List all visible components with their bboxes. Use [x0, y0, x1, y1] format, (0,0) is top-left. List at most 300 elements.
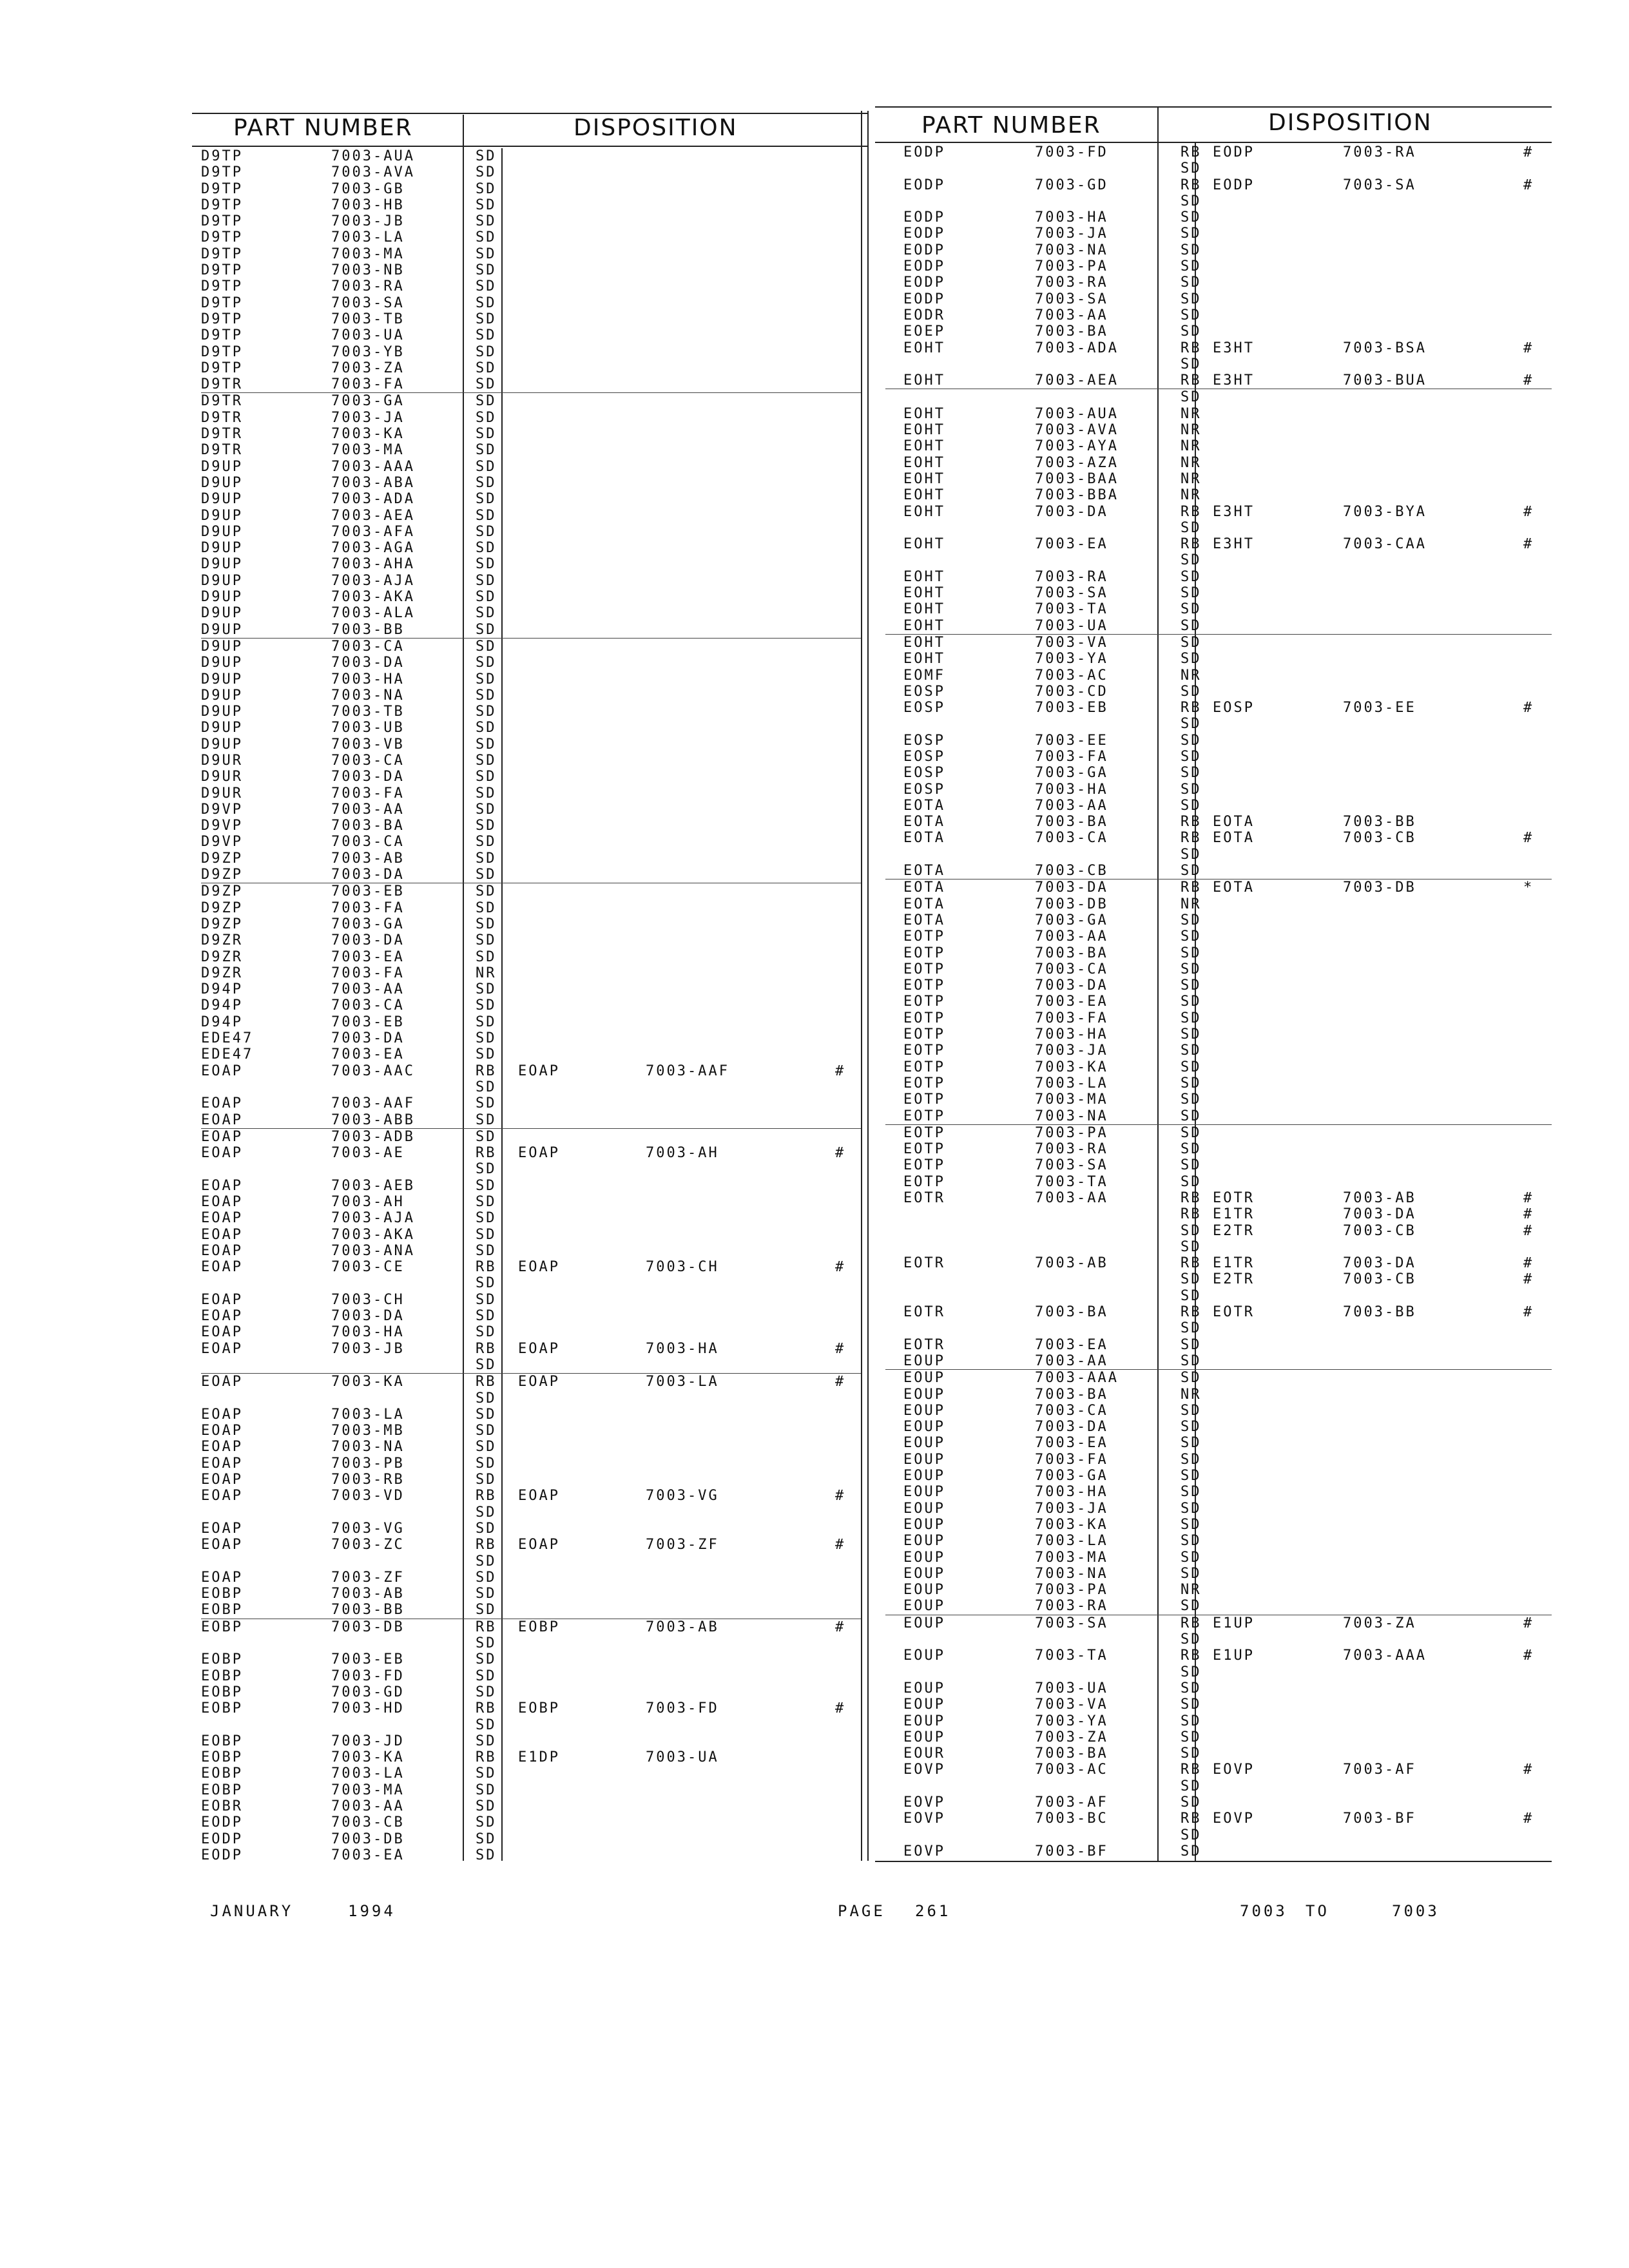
table-row [885, 1174, 1552, 1190]
part-number: 7003-AEB [331, 1177, 415, 1194]
disposition-code: RB [476, 1488, 497, 1504]
disposition-code: SD [476, 1814, 497, 1831]
table-row [201, 278, 861, 294]
table-row [201, 1814, 861, 1831]
disposition-code: SD [476, 540, 497, 557]
part-number: 7003-EA [1035, 536, 1108, 553]
part-prefix: EOTP [903, 1091, 945, 1108]
part-prefix: EOAP [201, 1520, 243, 1537]
part-prefix: D9TP [201, 262, 243, 279]
disposition-code: SD [1181, 389, 1202, 406]
part-number: 7003-EB [331, 883, 405, 900]
note-mark: # [1523, 1811, 1534, 1827]
part-number: 7003-LA [1035, 1533, 1108, 1550]
table-row [201, 867, 861, 883]
part-prefix: D9ZR [201, 965, 243, 981]
part-number: 7003-BC [1035, 1811, 1108, 1827]
table-row [885, 1271, 1552, 1287]
disposition-code: SD [1181, 274, 1202, 291]
part-prefix: D9UP [201, 736, 243, 753]
table-row [885, 406, 1552, 422]
table-row [201, 491, 861, 507]
disposition-code: NR [1181, 405, 1202, 422]
part-number: 7003-VA [1035, 634, 1108, 651]
part-number: 7003-PB [331, 1455, 405, 1472]
disposition-code: SD [1181, 863, 1202, 879]
table-row [201, 965, 861, 981]
part-number: 7003-LA [331, 229, 405, 246]
table-row [201, 1178, 861, 1194]
part-prefix: EOBP [201, 1619, 243, 1635]
table-row [885, 896, 1552, 912]
part-number: 7003-MB [331, 1423, 405, 1439]
part-number: 7003-PA [1035, 258, 1108, 275]
part-number: 7003-NA [331, 687, 405, 704]
disposition-code: SD [476, 1095, 497, 1112]
part-number: 7003-JD [331, 1733, 405, 1749]
new-prefix: EOBP [518, 1700, 560, 1717]
part-number: 7003-TB [331, 704, 405, 720]
note-mark: # [1523, 144, 1534, 160]
table-row [885, 765, 1552, 781]
disposition-code: RB [1181, 372, 1202, 389]
part-prefix: EOAP [201, 1095, 243, 1112]
table-row [885, 618, 1552, 634]
table-row [201, 1324, 861, 1340]
new-prefix: EOTA [1213, 830, 1255, 847]
disposition-code: SD [476, 916, 497, 932]
table-row [201, 997, 861, 1014]
table-row [201, 753, 861, 769]
part-number: 7003-NA [331, 1439, 405, 1456]
part-number: 7003-GA [1035, 912, 1108, 928]
part-number: 7003-FA [331, 785, 405, 802]
disposition-code: SD [476, 850, 497, 867]
table-row [201, 1798, 861, 1814]
part-prefix: EODP [903, 226, 945, 242]
part-prefix: EOUP [903, 1729, 945, 1745]
part-number: 7003-BA [1035, 323, 1108, 340]
table-row [201, 1521, 861, 1537]
table-row [885, 1320, 1552, 1336]
disposition-code: SD [476, 1128, 497, 1145]
part-prefix: EODP [903, 209, 945, 226]
disposition-code: SD [476, 409, 497, 426]
new-number: 7003-BUA [1343, 372, 1427, 389]
part-prefix: EOSP [903, 781, 945, 798]
disposition-code: RB [476, 1145, 497, 1162]
part-prefix: D9UP [201, 720, 243, 736]
part-number: 7003-DA [1035, 503, 1108, 520]
disposition-code: SD [1181, 209, 1202, 226]
part-number: 7003-CE [331, 1259, 405, 1276]
part-number: 7003-GA [331, 393, 405, 410]
table-row [201, 932, 861, 948]
part-number: 7003-DA [331, 932, 405, 949]
table-row [201, 638, 861, 655]
new-prefix: EOAP [518, 1537, 560, 1553]
part-prefix: D9TP [201, 180, 243, 197]
new-number: 7003-CB [1343, 830, 1416, 847]
part-number: 7003-RA [331, 278, 405, 295]
disposition-code: SD [476, 1635, 497, 1652]
part-number: 7003-YA [1035, 1713, 1108, 1729]
right-table [885, 144, 1552, 1860]
part-prefix: EOUP [903, 1549, 945, 1566]
disposition-code: SD [476, 278, 497, 295]
table-row [201, 1423, 861, 1439]
part-number: 7003-FD [1035, 144, 1108, 160]
note-mark: # [1523, 1615, 1534, 1631]
part-number: 7003-AA [331, 1798, 405, 1814]
table-row [201, 540, 861, 556]
table-row [885, 1827, 1552, 1843]
table-row [885, 1452, 1552, 1468]
disposition-code: SD [1181, 552, 1202, 569]
disposition-code: SD [476, 1667, 497, 1684]
part-prefix: EOTP [903, 961, 945, 977]
part-number: 7003-AA [1035, 797, 1108, 814]
footer-range-from: 7003 [1240, 1902, 1287, 1920]
table-row [201, 1765, 861, 1782]
part-prefix: D9TP [201, 343, 243, 360]
disposition-code: SD [476, 507, 497, 524]
disposition-code: RB [1181, 340, 1202, 356]
disposition-code: SD [1181, 291, 1202, 307]
new-number: 7003-AB [1343, 1190, 1416, 1206]
table-row [201, 311, 861, 327]
disposition-code: SD [1181, 1287, 1202, 1304]
part-prefix: D9UP [201, 655, 243, 671]
disposition-code: SD [476, 1324, 497, 1341]
disposition-code: SD [1181, 323, 1202, 340]
table-row [885, 912, 1552, 928]
part-prefix: EODP [903, 242, 945, 258]
table-row [201, 1668, 861, 1684]
table-row [201, 1488, 861, 1504]
part-prefix: EOTR [903, 1336, 945, 1353]
table-row [201, 1194, 861, 1210]
disposition-code: SD [1181, 1794, 1202, 1811]
table-row [201, 1782, 861, 1798]
table-row [885, 830, 1552, 846]
disposition-code: NR [1181, 1582, 1202, 1599]
part-number: 7003-JA [1035, 226, 1108, 242]
table-row [885, 1550, 1552, 1566]
part-number: 7003-AAA [1035, 1370, 1119, 1387]
part-number: 7003-HA [1035, 1484, 1108, 1501]
part-number: 7003-RB [331, 1472, 405, 1488]
part-prefix: EOUP [903, 1582, 945, 1599]
disposition-code: SD [1181, 160, 1202, 177]
table-row [885, 1435, 1552, 1451]
part-prefix: EOHT [903, 585, 945, 602]
table-row [885, 258, 1552, 274]
table-row [885, 1157, 1552, 1173]
new-number: 7003-CB [1343, 1271, 1416, 1288]
disposition-code: SD [476, 393, 497, 410]
header-disposition-right: DISPOSITION [1268, 110, 1432, 136]
disposition-code: SD [476, 1831, 497, 1847]
disposition-code: SD [1181, 1598, 1202, 1615]
part-prefix: D9UP [201, 589, 243, 606]
part-number: 7003-FA [1035, 748, 1108, 765]
disposition-code: SD [476, 704, 497, 720]
part-number: 7003-DA [1035, 977, 1108, 994]
part-prefix: EOVP [903, 1843, 945, 1860]
part-prefix: EOBP [201, 1765, 243, 1782]
disposition-code: SD [476, 1194, 497, 1210]
part-prefix: D9UP [201, 572, 243, 589]
disposition-code: SD [1181, 585, 1202, 602]
new-prefix: EOAP [518, 1374, 560, 1390]
disposition-code: SD [1181, 1238, 1202, 1255]
part-number: 7003-ADA [1035, 340, 1119, 356]
disposition-code: SD [1181, 1827, 1202, 1843]
disposition-code: SD [1181, 1320, 1202, 1337]
new-prefix: E2TR [1213, 1222, 1255, 1239]
disposition-code: RB [1181, 177, 1202, 193]
part-prefix: EOHT [903, 601, 945, 618]
new-number: 7003-BYA [1343, 503, 1427, 520]
part-number: 7003-GA [1035, 765, 1108, 782]
disposition-code: SD [1181, 519, 1202, 536]
part-prefix: EOTR [903, 1190, 945, 1206]
table-row [201, 197, 861, 213]
part-prefix: D9VP [201, 818, 243, 834]
part-number: 7003-DA [331, 1308, 405, 1325]
table-row [885, 1533, 1552, 1549]
part-number: 7003-CA [331, 752, 405, 769]
part-prefix: EOBR [201, 1798, 243, 1814]
part-prefix: EOSP [903, 683, 945, 700]
table-row [885, 928, 1552, 945]
part-prefix: EOMF [903, 667, 945, 684]
part-prefix: EOHT [903, 651, 945, 668]
part-prefix: EOAP [201, 1374, 243, 1390]
part-number: 7003-KA [1035, 1516, 1108, 1533]
table-row [201, 556, 861, 572]
disposition-code: SD [476, 1390, 497, 1407]
footer-page-label: PAGE [838, 1902, 885, 1920]
table-row [201, 1504, 861, 1521]
disposition-code: SD [1181, 1549, 1202, 1566]
part-number: 7003-EA [1035, 1336, 1108, 1353]
disposition-code: SD [1181, 258, 1202, 275]
table-row [885, 1745, 1552, 1762]
part-number: 7003-AH [331, 1194, 405, 1210]
divider-middle-b [867, 111, 869, 1861]
part-number: 7003-CB [1035, 863, 1108, 879]
part-prefix: EOSP [903, 732, 945, 749]
disposition-code: SD [1181, 1468, 1202, 1485]
table-row [201, 524, 861, 540]
part-prefix: EOAP [201, 1259, 243, 1276]
disposition-code: SD [476, 213, 497, 230]
table-row [885, 1059, 1552, 1075]
table-row [885, 177, 1552, 193]
disposition-code: SD [1181, 1141, 1202, 1158]
part-prefix: D9UP [201, 458, 243, 475]
new-number: 7003-AAA [1343, 1648, 1427, 1664]
new-number: 7003-CB [1343, 1222, 1416, 1239]
part-prefix: EOUP [903, 1419, 945, 1436]
part-prefix: EOTA [903, 863, 945, 879]
note-mark: # [1523, 700, 1534, 716]
table-row [201, 704, 861, 720]
part-prefix: EOHT [903, 340, 945, 356]
part-prefix: EOHT [903, 438, 945, 455]
part-prefix: EOUP [903, 1500, 945, 1517]
new-number: 7003-DA [1343, 1206, 1416, 1223]
disposition-code: SD [476, 474, 497, 491]
table-row [201, 785, 861, 802]
part-number: 7003-AEA [1035, 372, 1119, 389]
disposition-code: SD [476, 720, 497, 736]
new-number: 7003-VG [646, 1488, 719, 1504]
table-row [885, 323, 1552, 340]
part-number: 7003-BA [1035, 1386, 1108, 1403]
new-prefix: E3HT [1213, 503, 1255, 520]
disposition-code: SD [476, 1586, 497, 1602]
part-prefix: D9ZP [201, 883, 243, 900]
part-number: 7003-RA [1035, 274, 1108, 291]
part-prefix: EOAP [201, 1242, 243, 1259]
part-number: 7003-EB [1035, 700, 1108, 716]
part-number: 7003-AE [331, 1145, 405, 1162]
part-prefix: D9TR [201, 409, 243, 426]
table-row [885, 569, 1552, 585]
part-prefix: EOAP [201, 1194, 243, 1210]
new-number: 7003-DA [1343, 1255, 1416, 1272]
table-row [885, 1010, 1552, 1026]
new-number: 7003-AB [646, 1619, 719, 1635]
disposition-code: SD [476, 867, 497, 883]
part-number: 7003-NA [1035, 1565, 1108, 1582]
table-row [885, 1566, 1552, 1582]
part-prefix: EOVP [903, 1794, 945, 1811]
part-number: 7003-RA [1035, 1598, 1108, 1615]
table-row [201, 442, 861, 458]
part-prefix: EOUP [903, 1468, 945, 1485]
part-prefix: EOTP [903, 1157, 945, 1174]
part-prefix: D9TP [201, 294, 243, 311]
note-mark: # [1523, 1762, 1534, 1778]
disposition-code: SD [476, 245, 497, 262]
part-prefix: D9UP [201, 523, 243, 540]
part-prefix: EOTA [903, 830, 945, 847]
left-table [201, 148, 861, 1863]
footer-page-number: 261 [915, 1902, 951, 1920]
disposition-code: SD [476, 655, 497, 671]
part-prefix: EOTA [903, 814, 945, 831]
part-prefix: EODP [903, 144, 945, 160]
part-prefix: D94P [201, 997, 243, 1014]
new-prefix: EODP [1213, 177, 1255, 193]
part-prefix: D9ZR [201, 932, 243, 949]
part-prefix: EOBP [201, 1733, 243, 1749]
table-row [885, 1091, 1552, 1108]
disposition-code: RB [1181, 1190, 1202, 1206]
table-row [885, 1353, 1552, 1369]
part-number: 7003-LA [331, 1406, 405, 1423]
part-prefix: D9UP [201, 507, 243, 524]
part-prefix: EOAP [201, 1145, 243, 1162]
disposition-code: SD [476, 785, 497, 802]
part-prefix: EOSP [903, 765, 945, 782]
table-row [201, 1700, 861, 1716]
new-number: 7003-AAF [646, 1062, 729, 1079]
top-rule-left [192, 113, 867, 114]
disposition-code: NR [1181, 1386, 1202, 1403]
part-number: 7003-HA [1035, 781, 1108, 798]
part-number: 7003-NA [1035, 1108, 1108, 1124]
part-number: 7003-FD [331, 1667, 405, 1684]
disposition-code: RB [1181, 1811, 1202, 1827]
part-prefix: EOBP [201, 1586, 243, 1602]
disposition-code: SD [476, 148, 497, 164]
part-number: 7003-AA [331, 981, 405, 998]
table-row [885, 651, 1552, 667]
table-row [201, 1651, 861, 1667]
disposition-code: RB [476, 1259, 497, 1276]
disposition-code: SD [476, 311, 497, 327]
part-number: 7003-VD [331, 1488, 405, 1504]
part-number: 7003-TA [1035, 1173, 1108, 1190]
disposition-code: SD [476, 818, 497, 834]
disposition-code: SD [476, 981, 497, 998]
part-prefix: EOAP [201, 1324, 243, 1341]
table-row [201, 687, 861, 704]
part-number: 7003-AEA [331, 507, 415, 524]
new-prefix: E2TR [1213, 1271, 1255, 1288]
part-number: 7003-KA [331, 1374, 405, 1390]
table-row [885, 798, 1552, 814]
table-row [201, 508, 861, 524]
part-prefix: EOBP [201, 1667, 243, 1684]
table-row [201, 622, 861, 638]
table-row [885, 700, 1552, 716]
table-row [201, 1602, 861, 1618]
table-row [885, 471, 1552, 487]
disposition-code: SD [1181, 1778, 1202, 1794]
disposition-code: SD [476, 638, 497, 655]
disposition-code: SD [476, 1406, 497, 1423]
table-row [885, 209, 1552, 226]
disposition-code: RB [476, 1537, 497, 1553]
disposition-code: SD [476, 1569, 497, 1586]
part-number: 7003-JB [331, 213, 405, 230]
table-row [885, 1729, 1552, 1745]
disposition-code: SD [1181, 601, 1202, 618]
disposition-code: SD [1181, 1043, 1202, 1059]
part-number: 7003-DA [331, 655, 405, 671]
disposition-code: RB [476, 1340, 497, 1357]
disposition-code: SD [1181, 683, 1202, 700]
table-row [885, 1387, 1552, 1403]
part-number: 7003-CD [1035, 683, 1108, 700]
new-number: 7003-EE [1343, 700, 1416, 716]
table-row [885, 536, 1552, 552]
disposition-code: RB [1181, 1304, 1202, 1321]
part-number: 7003-TA [1035, 1648, 1108, 1664]
part-number: 7003-NB [331, 262, 405, 279]
part-prefix: EOHT [903, 634, 945, 651]
part-prefix: EOAP [201, 1488, 243, 1504]
disposition-code: SD [1181, 634, 1202, 651]
table-row [885, 160, 1552, 177]
table-row [885, 1713, 1552, 1729]
